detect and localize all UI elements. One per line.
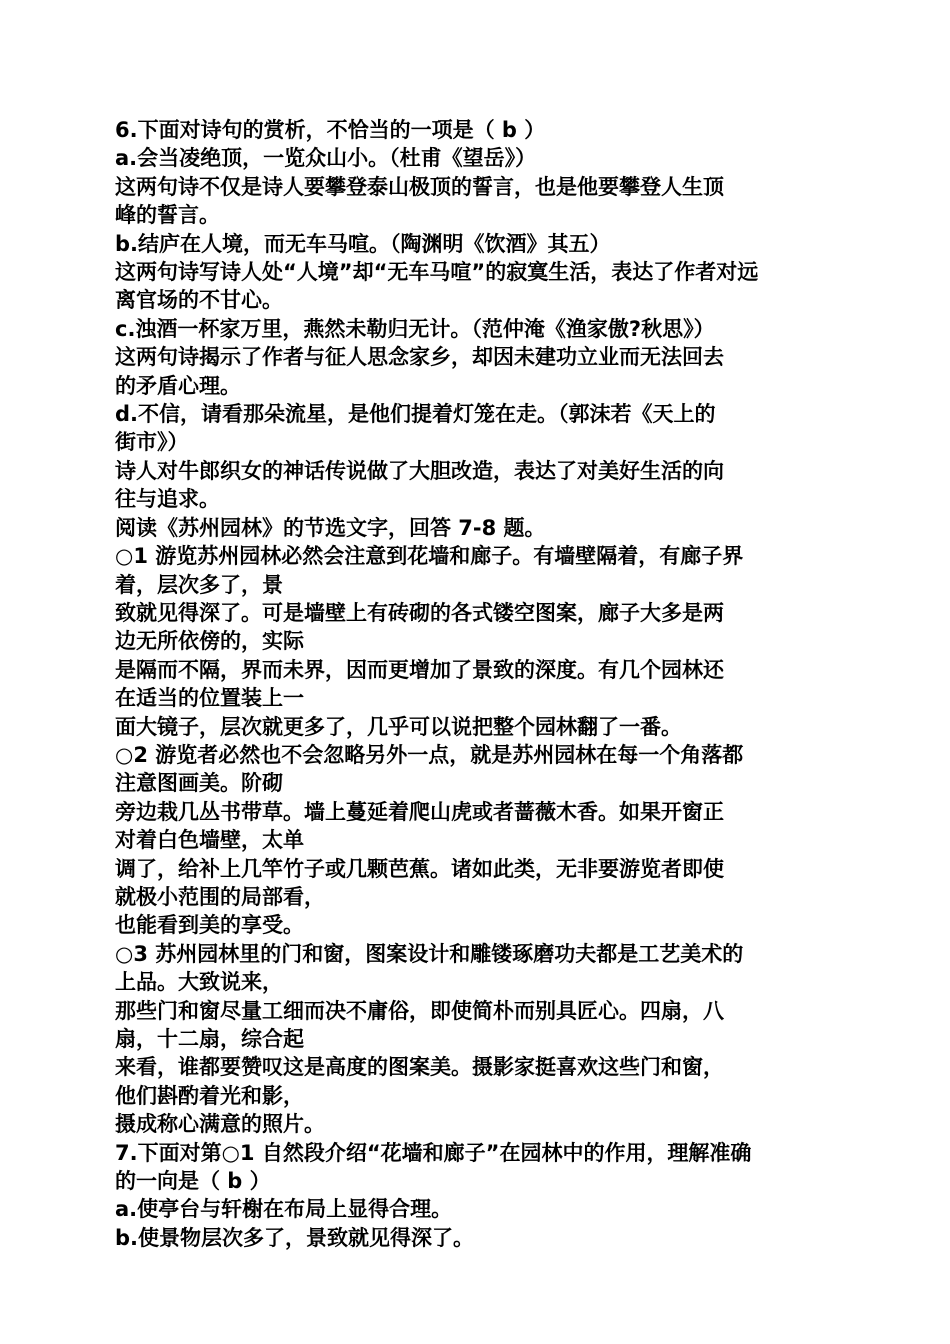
option-c-poem: c.浊酒一杯家万里，燕然未勒归无计。（范仲淹《渔家傲?秋思》） [115, 316, 715, 341]
option-d-analysis-cont: 往与追求。 [115, 487, 220, 512]
paragraph-3-line: 摄成称心满意的照片。 [115, 1112, 325, 1137]
option-c-analysis: 这两句诗揭示了作者与征人思念家乡，却因未建功立业而无法回去 [115, 345, 724, 370]
paragraph-2-line: 调了，给补上几竿竹子或几颗芭蕉。诸如此类，无非要游览者即使 [115, 856, 724, 881]
option-a-poem: a.会当凌绝顶，一览众山小。（杜甫《望岳》） [115, 146, 537, 171]
option-a-analysis: 这两句诗不仅是诗人要攀登泰山极顶的誓言，也是他要攀登人生顶 [115, 174, 724, 199]
paragraph-3-line: 来看，谁都要赞叹这是高度的图案美。摄影家挺喜欢这些门和窗， [115, 1055, 724, 1080]
question-7-stem: 7.下面对第○1 自然段介绍“花墙和廊子”在园林中的作用，理解准确 [115, 1140, 752, 1165]
paragraph-2-line: 旁边栽几丛书带草。墙上蔓延着爬山虎或者蔷薇木香。如果开窗正 [115, 799, 724, 824]
option-d-poem: d.不信，请看那朵流星，是他们提着灯笼在走。（郭沫若《天上的 [115, 402, 716, 427]
paragraph-1-line: 在适当的位置装上一 [115, 686, 304, 711]
reading-instruction: 阅读《苏州园林》的节选文字，回答 7-8 题。 [115, 515, 546, 540]
option-b-poem: b.结庐在人境，而无车马喧。（陶渊明《饮酒》其五） [115, 231, 611, 256]
question-7-option-b: b.使景物层次多了，景致就见得深了。 [115, 1225, 475, 1250]
paragraph-1-line: 边无所依傍的，实际 [115, 629, 304, 654]
paragraph-3-line: 上品。大致说来， [115, 970, 283, 995]
paragraph-2-line: 注意图画美。阶砌 [115, 771, 283, 796]
option-b-analysis-cont: 离官场的不甘心。 [115, 288, 283, 313]
paragraph-2-line: 就极小范围的局部看， [115, 884, 325, 909]
paragraph-2-line: 也能看到美的享受。 [115, 913, 304, 938]
question-7-stem-cont: 的一向是（ b ） [115, 1169, 271, 1194]
paragraph-3-line: 扇，十二扇，综合起 [115, 1027, 304, 1051]
paragraph-3-line: 他们斟酌着光和影， [115, 1083, 304, 1108]
question-7-option-a: a.使亭台与轩榭在布局上显得合理。 [115, 1197, 453, 1222]
option-d-poem-cont: 街市》） [115, 430, 189, 455]
paragraph-2-line: 对着白色墙壁，太单 [115, 828, 304, 853]
paragraph-1-line: 面大镜子，层次就更多了，几乎可以说把整个园林翻了一番。 [115, 714, 682, 739]
option-a-analysis-cont: 峰的誓言。 [115, 203, 220, 228]
document-body [115, 116, 830, 1252]
question-6-stem: 6.下面对诗句的赏析，不恰当的一项是（ b ） [115, 118, 546, 142]
paragraph-2-line: ○2 游览者必然也不会忽略另外一点，就是苏州园林在每一个角落都 [115, 742, 744, 767]
paragraph-3-line: 那些门和窗尽量工细而决不庸俗，即使简朴而别具匠心。四扇，八 [115, 998, 724, 1023]
option-b-analysis: 这两句诗写诗人处“人境”却“无车马喧”的寂寞生活，表达了作者对远 [115, 260, 759, 285]
option-d-analysis: 诗人对牛郎织女的神话传说做了大胆改造，表达了对美好生活的向 [115, 458, 724, 483]
paragraph-3-line: ○3 苏州园林里的门和窗，图案设计和雕镂琢磨功夫都是工艺美术的 [115, 941, 744, 966]
paragraph-1-line: 是隔而不隔，界而未界，因而更增加了景致的深度。有几个园林还 [115, 657, 724, 682]
paragraph-1-line: 着，层次多了，景 [115, 572, 283, 597]
paragraph-1-line: 致就见得深了。可是墙壁上有砖砌的各式镂空图案，廊子大多是两 [115, 600, 724, 625]
paragraph-1-line: ○1 游览苏州园林必然会注意到花墙和廊子。有墙壁隔着，有廊子界 [115, 544, 744, 569]
option-c-analysis-cont: 的矛盾心理。 [115, 373, 241, 398]
